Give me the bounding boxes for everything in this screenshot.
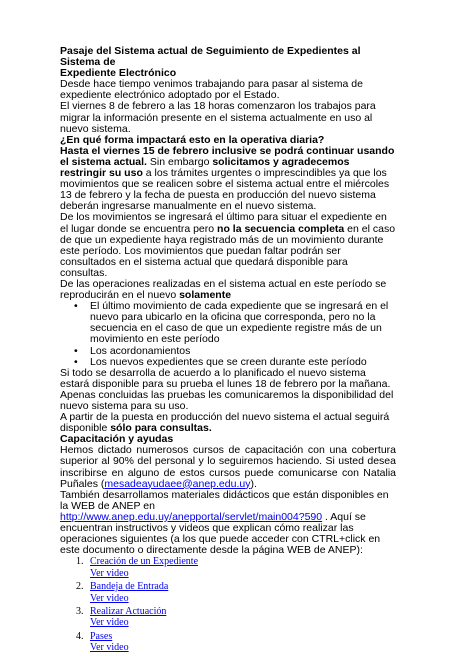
item-number: 2. (76, 581, 84, 593)
title-line-2: Expediente Electrónico (60, 67, 177, 80)
link-ver-video[interactable]: Ver video (90, 592, 129, 604)
usage-bold: Hasta el viernes 15 de febrero inclusive se podrá continuar usando el sistema actual. (60, 144, 395, 168)
usage-bold-2: solicitamos y agradecemos restringir su uso (60, 155, 350, 180)
item-number: 1. (76, 556, 84, 568)
paragraph-intro: Desde hace tiempo venimos trabajando para pasar al sistema de expediente electrónico adoptado por el Estado. (60, 78, 363, 102)
link-pases[interactable]: Pases (90, 630, 113, 642)
bullet-list (60, 301, 396, 368)
paragraph-courses (60, 445, 396, 489)
materials-text-a: También desarrollamos materiales didácticos que están disponibles en la WEB de ANEP en (60, 488, 389, 512)
movements-text-b: en el caso de que un expediente haya registrado más de un movimiento durante este período. Los movimientos que puedan faltar podrán ser consultados en el sistema actual que quedará disponible para consultas. (60, 222, 396, 279)
courses-text-a: Hemos dictado numerosos cursos de capacitación con una cobertura superior al 90% del personal y lo seguiremos haciendo. Si usted desea inscribirse en alguno de estos cursos puede comunicarse con Natalia Puñales ( (60, 444, 396, 490)
list-item (76, 556, 396, 579)
link-ver-video[interactable]: Ver video (90, 617, 129, 629)
operations-bold: solamente (179, 289, 232, 302)
list-item (76, 581, 396, 604)
link-bandeja-entrada[interactable]: Bandeja de Entrada (90, 581, 169, 593)
courses-text-b: ). (250, 477, 257, 490)
list-item: • Los acordonamientos (90, 346, 396, 357)
paragraph-availability: Apenas concluidas las pruebas les comunicaremos la disponibilidad del nuevo sistema para su uso. (60, 388, 394, 412)
item-number: 4. (76, 630, 84, 642)
paragraph-materials (60, 490, 396, 557)
link-realizar-actuacion[interactable]: Realizar Actuación (90, 605, 167, 617)
list-item: • El último movimiento de cada expediente que se ingresará en el nuevo para ubicarlo en la oficina que corresponda, pero no la secuencia en el caso de que un expediente registre más de un movimiento en este período (90, 301, 396, 345)
email-link[interactable]: mesadeayudaee@anep.edu.uy (104, 477, 251, 490)
anep-url-link[interactable]: http://www.anep.edu.uy/anepportal/servlet/main004?590 (60, 510, 323, 523)
link-ver-video[interactable]: Ver video (90, 642, 129, 654)
link-creacion-expediente[interactable]: Creación de un Expediente (90, 556, 199, 568)
paragraph-test-date: Si todo se desarrolla de acuerdo a lo planificado el nuevo sistema estará disponible para su prueba el lunes 18 de febrero por la mañana. (60, 366, 391, 390)
tutorial-list (60, 556, 396, 653)
title-line-1: Pasaje del Sistema actual de Seguimiento de Expedientes al Sistema de (60, 45, 361, 69)
heading-training: Capacitación y ayudas (60, 433, 174, 446)
materials-text-b: . Aquí se encuentran instructivos y videos que explican cómo realizar las operaciones siguientes (a los que puede acceder con CTRL+click en este documento o directamente desde la página WEB de ANEP): (60, 510, 381, 557)
movements-bold: no la secuencia completa (217, 222, 345, 235)
paragraph-operations (60, 279, 396, 301)
operations-text: De las operaciones realizadas en el sistema actual en este período se reproducirán en el nuevo (60, 277, 387, 302)
consult-text: A partir de la puesta en producción del nuevo sistema el actual seguirá disponible (60, 411, 390, 435)
list-item (76, 605, 396, 629)
document-page (60, 46, 396, 656)
paragraph-migration-start: El viernes 8 de febrero a las 18 horas comenzaron los trabajos para migrar la información presente en el sistema actualmente en uso al nuevo sistema. (60, 100, 376, 135)
paragraph-movements (60, 212, 396, 279)
paragraph-consult-only (60, 412, 396, 434)
list-item: • Los nuevos expedientes que se creen durante este período (90, 357, 396, 368)
movements-text-a: De los movimientos se ingresará el último para situar el expediente en el lugar donde se encuentra pero (60, 211, 387, 235)
link-ver-video[interactable]: Ver video (90, 567, 129, 579)
heading-impact: ¿En qué forma impactará esto en la operativa diaria? (60, 133, 325, 146)
consult-bold: sólo para consultas. (110, 422, 212, 435)
usage-text-a: Sin embargo (146, 155, 213, 168)
list-item (76, 630, 396, 654)
usage-text-b: a los trámites urgentes o imprescindibles ya que los movimientos que se realicen sobre el sistema actual entre el miércoles 13 de febrero y la fecha de puesta en producción del nuevo sistema deberán ingresarse manualmente en el nuevo sistema. (60, 167, 390, 213)
item-number: 3. (76, 605, 84, 617)
document-title (60, 46, 396, 79)
paragraph-usage (60, 146, 396, 213)
